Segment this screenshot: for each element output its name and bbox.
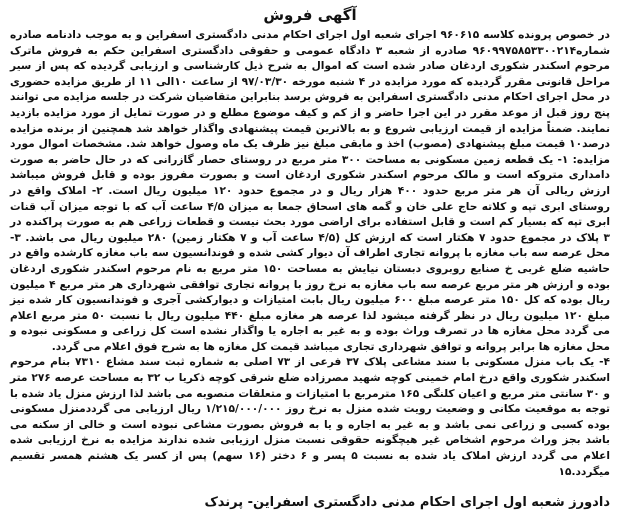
notice-paragraph: ۴- یک باب منزل مسکونی با سند مشاعی پلاک ۳۷ فرعی از ۷۳ اصلی به شماره ثبت سند مشاع ۷۳۱۰ بنام مرحوم اسکندر شکوری واقع درخ امام خمینی کوچه شهید مصرزاده ضلع شرقی کوچه ذکریا ب ۳۲ به مساحت عرصه ۲۷۶ متر و ۳۰ سانتی متر مربع و اعیان کلنگی ۱۶۵ مترمربع با امتیازات و متعلقات منصوبه می باشد لذا ارزش منزل یاد شده با توجه به موقعیت مکانی و وضعیت رویت شده منزل به نرخ روز ۱/۲۱۵/۰۰۰/۰۰۰ ریال ارزیابی می گرددمنزل مسکونی بوده کسبی و زراعی نمی باشد و به غیر به اجاره و یا به فروش بصورت مشاعی نبوده است و خالی از سکنه می باشد بجز وراث مرحوم اشخاص غیر هیچگونه حقوقی نسبت منزل ارزیابی شده ندارند مزایده به نرخ ارزیابی شده اعلام می گردد ارزش املاک یاد شده به نسبت ۵ پسر و ۶ دختر (۱۶ سهم) پس از کسر یک هشتم همسر تقسیم میگردد.۱۵: [10, 356, 610, 478]
notice-body: [10, 28, 610, 480]
notice-signature: دادورز شعبه اول اجرای احکام مدنی دادگستری اسفراین- پرندک: [204, 495, 610, 510]
notice-paragraph: در خصوص پرونده کلاسه ۹۶۰۶۱۵ اجرای شعبه اول اجرای احکام مدنی دادگستری اسفراین و به موجب دادنامه صادره شماره۹۶۰۹۹۷۵۸۵۳۳۰۰۲۱۴ صادره از شعبه ۳ دادگاه عمومی و حقوقی دادگستری اسفراین حکم به فروش ماترک مرحوم اسکندر شکوری اردغان صادر شده است که اموال به شرح ذیل کارشناسی و ارزیابی گردیده که پس از سیر مراحل قانونی مقرر گردیده که مورد مزایده در ۴ شنبه مورخه ۹۷/۰۳/۳۰ از ساعت ۱۰الی ۱۱ از طریق مزایده حضوری در محل اجرای احکام مدنی دادگستری اسفراین به فروش برسد بنابراین متقاضیان شرکت در جلسه مزایده می توانند پنج روز قبل از موعد مقرر در این اجرا حاضر و از کم و کیف موضوع مطلع و در صورت تمایل از مورد مزایده بازدید نمایند. ضمناً مزایده از قیمت ارزیابی شروع و به بالاترین قیمت پیشنهادی واگذار خواهد شد همچنین از برنده مزایده درصد۱۰ قیمت مبلغ پیشنهادی (مصوب) اخذ و مابقی مبلغ نیز ظرف یک ماه وصول خواهد شد. مشخصات اموال مورد مزایده: ۱- یک قطعه زمین مسکونی به مساحت ۳۰۰ متر مربع در روستای حصار گازرانی که در حال حاضر به صورت دامداری متروکه است و مالک مرحوم اسکندر شکوری اردغان است و بصورت مفروز بوده و قابل فروش میباشد ارزش ریالی آن هر متر مربع حدود ۴۰۰ هزار ریال و در مجموع حدود ۱۲۰ میلیون ریال است. ۲- املاک واقع در روستای ابری تپه و کلاته حاج علی خان و گمه های اسحاق جمعا به میزان ۴/۵ ساعت آب که با توجه میزان آب قنات ابری تپه که بسیار کم است و قابل استفاده برای اراضی مورد بحث نیست و قطعات زراعی هم به صورت پراکنده در ۳ پلاک در مجموع حدود ۷ هکتار است که ارزش کل (۴/۵ ساعت آب و ۷ هکتار زمین) ۲۸۰ میلیون ریال می باشد. ۳- محل عرصه سه باب مغازه با پروانه تجاری اطراف آن دیوار کشی شده و فوندانسیون سه باب مغازه کارشده واقع در حاشیه ضلع غربی خ صنایع روبروی دبستان نیایش به مساحت ۱۵۰ متر مربع به نام مرحوم اسکندر شکوری اردغان بوده و ارزش هر متر مربع عرصه سه باب مغازه به نرخ روز با پروانه تجاری توافقی شهرداری هر متر مربع ۴ میلیون ریال بوده که کل ۱۵۰ متر عرصه مبلغ ۶۰۰ میلیون ریال بابت امتیازات و دیوارکشی آجری و فوندانسیون کار شده نیز مبلغ ۱۲۰ میلیون ریال در نظر گرفته میشود لذا عرصه هر مغازه مبلغ ۴۴۰ میلیون ریال با نسبت ۵۰ متر مربع اعلام می گردد محل مغازه ها در تصرف وراث بوده و به غیر به اجاره یا واگذار نشده است کل زراعی و مسکونی نبوده و محل مغازه ها برابر پروانه و توافق شهرداری تجاری میباشد قیمت کل مغازه ها به شرح فوق اعلام می گردد.: [10, 29, 611, 353]
notice-title: آگهی فروش: [263, 6, 357, 24]
